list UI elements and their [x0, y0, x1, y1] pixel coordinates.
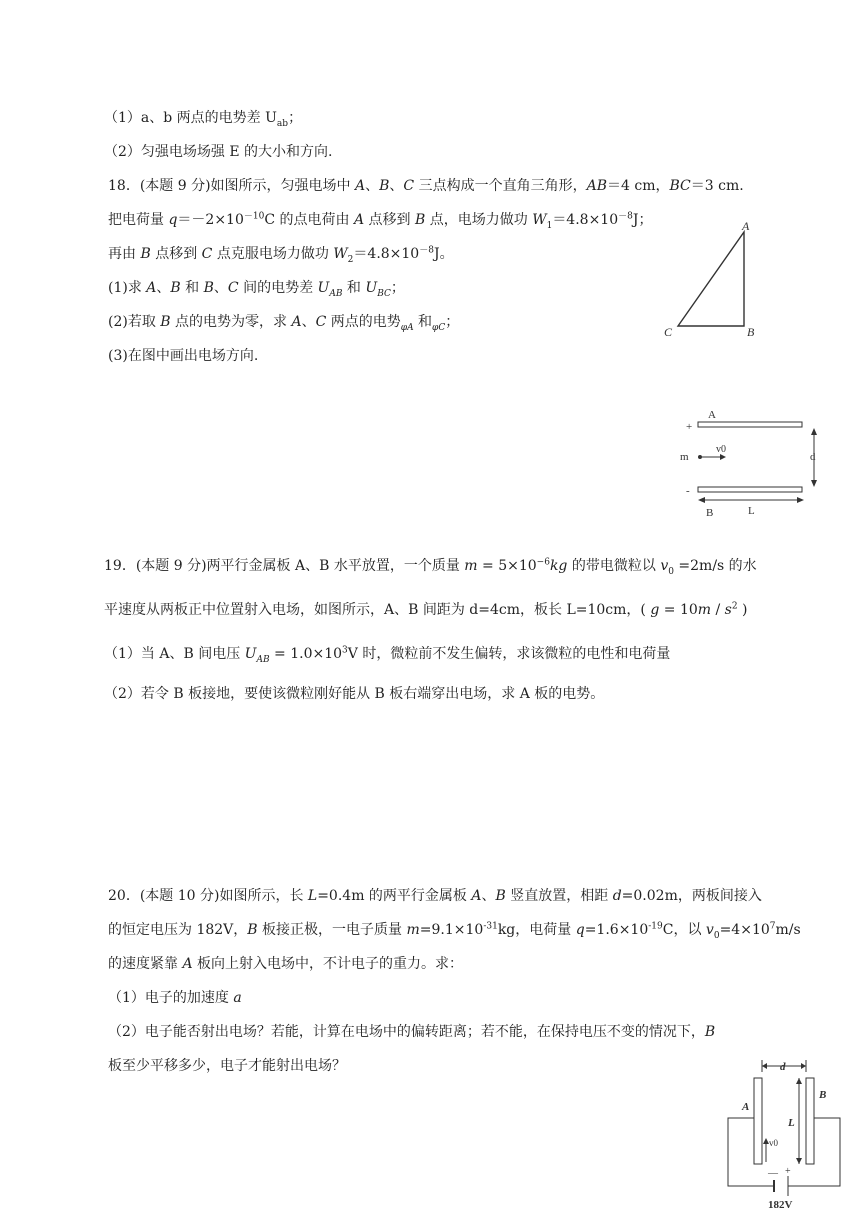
q18-line2: 把电荷量 $q=-2\times 10^{-10}C$ 的点电荷由 A 点移到 B 点，电场力做功 $W_1=4.8\times 10^{-8}J$； [108, 211, 653, 231]
battery-voltage: 182V [768, 1199, 793, 1211]
d-arrow-top [811, 428, 817, 435]
triangle-shape [678, 232, 744, 326]
q19-line4: （2）若令 B 板接地，要使该微粒刚好能从 B 板右端穿出电场，求 A 板的电势。 [104, 686, 605, 702]
q18-line1: 18．(本题 9 分)如图所示，匀强电场中 A、B、C 三点构成一个直角三角形，AB＝4 cm，BC＝3 cm. [108, 178, 744, 194]
q17-part2: （2）匀强电场场强 E 的大小和方向. [104, 144, 333, 160]
battery-minus-sign: — [768, 1168, 778, 1179]
minus-sign: - [686, 485, 690, 497]
d-dim-arrow-right [801, 1063, 806, 1069]
l-label: L [748, 505, 755, 517]
d-label: d [810, 451, 816, 463]
d-dim-label: d [780, 1061, 786, 1073]
d-dim-arrow-left [762, 1063, 767, 1069]
q20-line1: 20．(本题 10 分)如图所示，长 L=0.4m 的两平行金属板 A、B 竖直放置，相距 d=0.02m，两板间接入 [108, 888, 762, 904]
q20-line4: （1）电子的加速度 a [108, 990, 242, 1006]
vertical-plate-b [806, 1078, 814, 1164]
triangle-label-c: C [664, 325, 673, 339]
plate-b-label: B [706, 507, 714, 519]
v0-label-vertical: v0 [769, 1138, 778, 1148]
l-dim-arrow-top [796, 1078, 802, 1084]
d-arrow-bottom [811, 480, 817, 487]
triangle-label-a: A [742, 219, 750, 233]
triangle-figure [660, 218, 770, 340]
q19-line2: 平速度从两板正中位置射入电场，如图所示，A、B 间距为 d=4cm，板长 L=10cm，( $g = 10m / s^2$ ) [104, 601, 748, 618]
vertical-plate-a [754, 1078, 762, 1164]
q20-line5: （2）电子能否射出电场？若能，计算在电场中的偏转距离；若不能，在保持电压不变的情况下，B [108, 1024, 716, 1040]
parallel-plates-figure [676, 404, 826, 522]
plate-b [698, 487, 802, 492]
v0-label: v0 [716, 444, 726, 455]
q18-line5: (2)若取 B 点的电势为零，求 A、C 两点的电势$_{\varphi A}$ 和$_{\varphi C}$； [108, 314, 460, 333]
l-dim-arrow-bottom [796, 1158, 802, 1164]
plate-a-label: A [708, 409, 716, 421]
vertical-plates-figure [724, 1058, 850, 1212]
mass-label: m [680, 451, 689, 463]
q19-line3: （1）当 A、B 间电压 $U_{AB} = 1.0\times 10^3V$ 时，微粒前不发生偏转，求该微粒的电性和电荷量 [104, 645, 671, 665]
q18-line6: (3)在图中画出电场方向. [108, 348, 259, 364]
q17-part1: （1）a、b 两点的电势差 $U_{ab}$； [104, 110, 303, 129]
vertical-label-b: B [819, 1089, 827, 1101]
plus-sign: + [686, 421, 693, 433]
q18-line4: (1)求 A、B 和 B、C 间的电势差 $U_{AB}$ 和 $U_{BC}$； [108, 280, 405, 299]
l-arrow-right [797, 497, 804, 503]
plate-a [698, 422, 802, 427]
triangle-label-b: B [747, 325, 755, 339]
battery-plus-sign: + [785, 1166, 791, 1177]
q20-line3: 的速度紧靠 A 板向上射入电场中，不计电子的重力。求： [108, 956, 464, 972]
q18-line3: 再由 B 点移到 C 点克服电场力做功 $W_2=4.8\times 10^{-8}J$。 [108, 245, 454, 265]
particle [698, 455, 702, 459]
q20-line6: 板至少平移多少，电子才能射出电场？ [108, 1058, 346, 1074]
l-arrow-left [698, 497, 705, 503]
l-dim-label-vertical: L [788, 1117, 795, 1129]
vertical-label-a: A [742, 1101, 750, 1113]
q20-line2: 的恒定电压为 182V，B 板接正极，一电子质量 $m=9.1\times 10^{-31}kg$，电荷量 $q=1.6\times 10^{-19}C$，以 $v_0=4\times 10^7m/s$ [108, 921, 801, 941]
q19-line1: 19．(本题 9 分)两平行金属板 A、B 水平放置，一个质量 $m = 5\times 10^{-6}kg$ 的带电微粒以 $v_0 =2m/s$ 的水 [104, 557, 757, 577]
